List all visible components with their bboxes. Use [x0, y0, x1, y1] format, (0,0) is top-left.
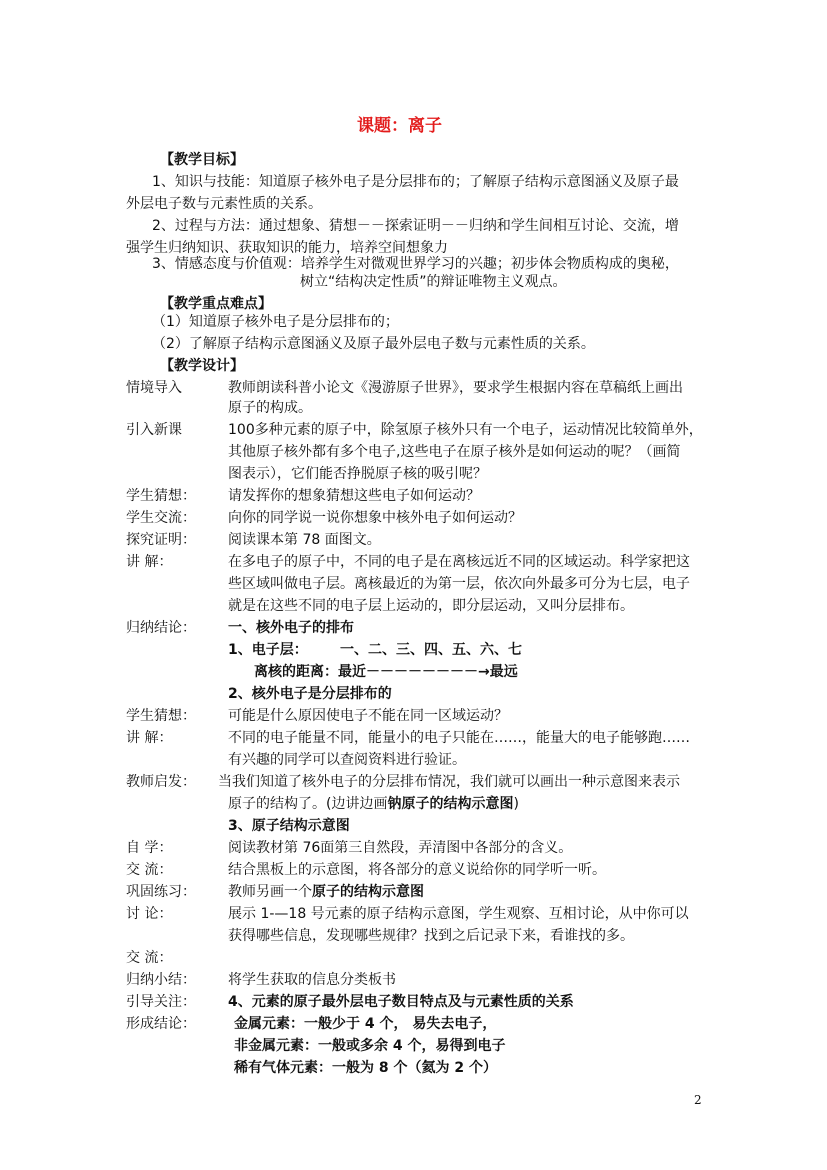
goal-item-2-cont: 强学生归纳知识、获取知识的能力，培养空间想象力: [126, 240, 448, 256]
row-text: 100多种元素的原子中，除氢原子核外只有一个电子，运动情况比较简单外，: [228, 422, 703, 438]
nonmetal-rule: 非金属元素：一般或多余 4 个，易得到电子: [234, 1038, 506, 1054]
row-label-scenario: 情境导入: [126, 380, 182, 396]
goal-item-3-cont: 树立“结构决定性质”的辩证唯物主义观点。: [300, 274, 567, 290]
row-text: 就是在这些不同的电子层上运动的，即分层运动，又叫分层排布。: [228, 598, 634, 614]
noble-gas-rule: 稀有气体元素：一般为 8 个（氦为 2 个）: [234, 1060, 497, 1076]
row-text: 原子的构成。: [228, 400, 312, 416]
section-heading-3: 3、原子结构示意图: [228, 818, 350, 834]
row-label-exchange-2: 交 流：: [126, 862, 173, 878]
row-label-guess: 学生猜想：: [126, 488, 196, 504]
row-text: 阅读课本第 78 面图文。: [228, 532, 381, 548]
design-heading: 【教学设计】: [160, 358, 244, 374]
row-label-guess-2: 学生猜想：: [126, 708, 196, 724]
row-label-exchange-3: 交 流：: [126, 950, 173, 966]
keypoint-item-2: （2）了解原子结构示意图涵义及原子最外层电子数与元素性质的关系。: [152, 336, 595, 352]
row-text: 在多电子的原子中，不同的电子是在离核远近不同的区域运动。科学家把这: [228, 554, 690, 570]
row-text: 可能是什么原因使电子不能在同一区域运动？: [228, 708, 508, 724]
row-label-teacher-hint: 教师启发：: [126, 774, 196, 790]
row-label-self-study: 自 学：: [126, 840, 173, 856]
section-heading-4: 4、元素的原子最外层电子数目特点及与元素性质的关系: [228, 994, 574, 1010]
row-text: 教师朗读科普小论文《漫游原子世界》，要求学生根据内容在草稿纸上画出: [228, 380, 683, 396]
goal-item-2: 2、过程与方法：通过想象、猜想－－探索证明－－归纳和学生间相互讨论、交流，增: [152, 218, 679, 234]
keypoint-item-1: （1）知道原子核外电子是分层排布的；: [152, 314, 399, 330]
row-text-part: 教师另画一个: [228, 884, 312, 900]
row-text: 向你的同学说一说你想象中核外电子如何运动？: [228, 510, 522, 526]
goal-item-1: 1、知识与技能：知道原子核外电子是分层排布的；了解原子结构示意图涵义及原子最: [152, 174, 679, 190]
electron-shell-label: 1、电子层：: [228, 642, 308, 658]
row-text: 其他原子核外都有多个电子,这些电子在原子核外是如何运动的呢？（画简: [228, 444, 681, 460]
page-number: 2: [694, 1093, 702, 1107]
row-label-intro: 引入新课: [126, 422, 182, 438]
row-text-part: ): [513, 796, 519, 812]
row-text-bold: 原子的结构示意图: [312, 884, 424, 900]
page-title: 课题：离子: [357, 116, 442, 136]
row-label-practice: 巩固练习：: [126, 884, 196, 900]
row-text: 将学生获取的信息分类板书: [228, 972, 396, 988]
goals-heading: 【教学目标】: [160, 152, 244, 168]
section-heading-1: 一、核外电子的排布: [228, 620, 354, 636]
row-text-mixed: [228, 882, 424, 902]
keypoints-heading: 【教学重点难点】: [160, 296, 272, 312]
electron-shell-list: 一、二、三、四、五、六、七: [340, 642, 522, 658]
row-text: 不同的电子能量不同，能量小的电子只能在……，能量大的电子能够跑……: [228, 730, 690, 746]
row-label-result: 形成结论：: [126, 1016, 196, 1032]
row-text: 有兴趣的同学可以查阅资料进行验证。: [228, 752, 466, 768]
row-text: 些区域叫做电子层。离核最近的为第一层，依次向外最多可分为七层，电子: [228, 576, 690, 592]
row-text: 展示 1-—18 号元素的原子结构示意图，学生观察、互相讨论，从中你可以: [228, 906, 689, 922]
row-text: 阅读教材第 76面第三自然段，弄清图中各部分的含义。: [228, 840, 573, 856]
goal-item-1-cont: 外层电子数与元素性质的关系。: [126, 196, 322, 212]
row-label-conclusion: 归纳结论：: [126, 620, 196, 636]
row-text: 请发挥你的想象猜想这些电子如何运动？: [228, 488, 480, 504]
goal-item-3: 3、情感态度与价值观：培养学生对微观世界学习的兴趣；初步体会物质构成的奥秘，: [152, 256, 679, 272]
row-label-discuss: 讨 论：: [126, 906, 173, 922]
row-label-exchange: 学生交流：: [126, 510, 196, 526]
row-text: 获得哪些信息，发现哪些规律？找到之后记录下来，看谁找的多。: [228, 928, 634, 944]
row-text: 当我们知道了核外电子的分层排布情况，我们就可以画出一种示意图来表示: [218, 774, 680, 790]
row-label-explain-2: 讲 解：: [126, 730, 173, 746]
row-label-explain: 讲 解：: [126, 554, 173, 570]
row-label-focus: 引导关注：: [126, 994, 196, 1010]
section-heading-2: 2、核外电子是分层排布的: [228, 686, 392, 702]
metal-rule: 金属元素：一般少于 4 个， 易失去电子，: [234, 1016, 497, 1032]
row-label-explore: 探究证明：: [126, 532, 196, 548]
row-text: 结合黑板上的示意图，将各部分的意义说给你的同学听一听。: [228, 862, 606, 878]
distance-scale: 离核的距离：最近－－－－－－－－→最远: [254, 664, 518, 680]
row-text-bold: 钠原子的结构示意图: [387, 796, 514, 812]
row-text-mixed: [228, 794, 519, 814]
row-text-part: 原子的结构了。(边讲边画: [228, 796, 388, 812]
row-text: 图表示），它们能否挣脱原子核的吸引呢？: [228, 466, 487, 482]
row-label-summary: 归纳小结：: [126, 972, 196, 988]
